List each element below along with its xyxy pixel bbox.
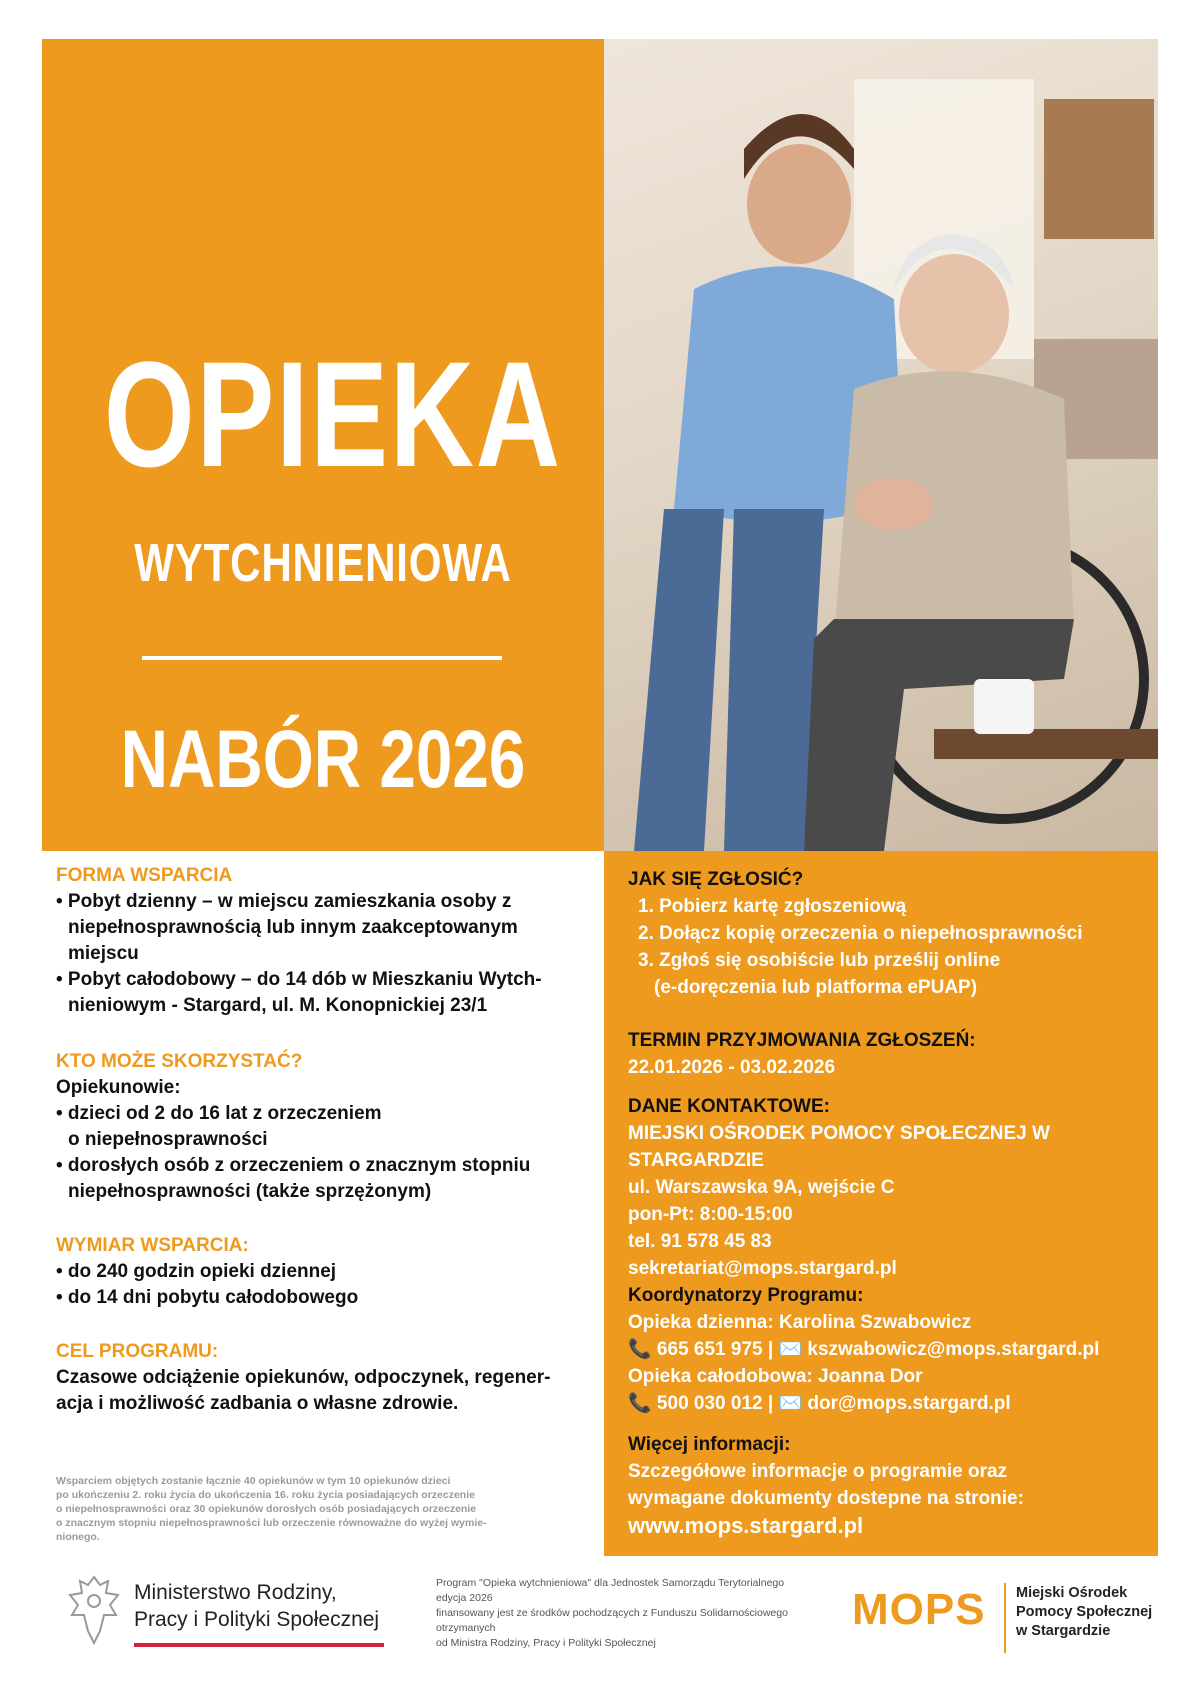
title-nabor: NABÓR 2026: [120, 714, 526, 805]
program-line-2: finansowany jest ze środków pochodzących z Funduszu Solidarnościowego otrzymanych: [436, 1607, 788, 1634]
daily-care-coordinator: Opieka dzienna: Karolina Szwabowicz: [628, 1312, 972, 1333]
cel-line-1: Czasowe odciążenie opiekunów, odpoczynek, regener-: [56, 1367, 551, 1388]
caregiver-photo: [604, 39, 1158, 851]
termin-dates: 22.01.2026 - 03.02.2026: [628, 1057, 836, 1078]
kto-bullet-1-line-2: o niepełnosprawności: [68, 1129, 268, 1150]
jak-step-2: 2. Dołącz kopię orzeczenia o niepełnosprawności: [638, 923, 1083, 944]
note-line-4: o znacznym stopniu niepełnosprawności lub orzeczenie równoważne do wyżej wymie-: [56, 1517, 487, 1529]
ministry-line-1: Ministerstwo Rodziny,: [134, 1581, 337, 1604]
note-line-1: Wsparciem objętych zostanie łącznie 40 opiekunów w tym 10 opiekunów dzieci: [56, 1475, 451, 1487]
title-divider: [142, 656, 502, 660]
right-column: [628, 866, 1143, 1539]
cel-heading: CEL PROGRAMU:: [56, 1341, 219, 1362]
mops-line-3: w Stargardzie: [1016, 1623, 1111, 1639]
fulltime-care-contact[interactable]: 📞 500 030 012 | ✉️ dor@mops.stargard.pl: [628, 1393, 1011, 1414]
mops-logo: MOPS: [852, 1585, 986, 1634]
wymiar-heading: WYMIAR WSPARCIA:: [56, 1235, 249, 1256]
program-line-1: Program "Opieka wytchnieniowa" dla Jednostek Samorządu Terytorialnego edycja 2026: [436, 1577, 785, 1604]
coordinators-heading: Koordynatorzy Programu:: [628, 1285, 864, 1306]
participants-note: [56, 1474, 556, 1544]
cel-line-2: acja i możliwość zadbania o własne zdrowie.: [56, 1393, 459, 1414]
kto-bullet-2-line-1: • dorosłych osób z orzeczeniem o znacznym stopniu: [56, 1155, 531, 1176]
note-line-2: po ukończeniu 2. roku życia do ukończenia 16. roku życia posiadających orzeczenie: [56, 1489, 475, 1501]
forma-bullet-1-line-1: • Pobyt dzienny – w miejscu zamieszkania osoby z: [56, 891, 512, 912]
program-line-3: od Ministra Rodziny, Pracy i Polityki Społecznej: [436, 1637, 656, 1649]
wymiar-bullet-2: • do 14 dni pobytu całodobowego: [56, 1287, 359, 1308]
mops-separator: [1004, 1583, 1006, 1653]
kto-heading: KTO MOŻE SKORZYSTAĆ?: [56, 1051, 303, 1072]
title-wytchnieniowa: WYTCHNIENIOWA: [134, 533, 512, 593]
forma-bullet-1-line-3: miejscu: [68, 943, 139, 964]
jak-step-3-detail: (e-doręczenia lub platforma ePUAP): [654, 977, 978, 998]
ministry-name: [134, 1579, 379, 1633]
kontakt-org: MIEJSKI OŚRODEK POMOCY SPOŁECZNEJ W STARGARDZIE: [628, 1123, 1050, 1171]
info-heading: Więcej informacji:: [628, 1434, 791, 1455]
fulltime-care-coordinator: Opieka całodobowa: Joanna Dor: [628, 1366, 923, 1387]
caregiver-illustration: [604, 39, 1158, 851]
note-line-3: o niepełnosprawności oraz 30 opiekunów dorosłych osób posiadających orzeczenie: [56, 1503, 477, 1515]
kontakt-phone[interactable]: tel. 91 578 45 83: [628, 1231, 772, 1252]
title-opieka: OPIEKA: [103, 330, 562, 498]
kto-bullet-1-line-1: • dzieci od 2 do 16 lat z orzeczeniem: [56, 1103, 382, 1124]
mops-line-2: Pomocy Społecznej: [1016, 1604, 1153, 1620]
ministry-logo-block: [64, 1571, 394, 1661]
termin-heading: TERMIN PRZYJMOWANIA ZGŁOSZEŃ:: [628, 1030, 976, 1051]
eagle-emblem-icon: [64, 1571, 124, 1651]
mops-line-1: Miejski Ośrodek: [1016, 1585, 1128, 1601]
jak-step-1: 1. Pobierz kartę zgłoszeniową: [638, 896, 907, 917]
kontakt-heading: DANE KONTAKTOWE:: [628, 1096, 830, 1117]
forma-heading: FORMA WSPARCIA: [56, 865, 233, 886]
forma-bullet-2-line-2: nieniowym - Stargard, ul. M. Konopnickiej 23/1: [68, 995, 488, 1016]
left-column: [56, 863, 581, 1417]
wymiar-bullet-1: • do 240 godzin opieki dziennej: [56, 1261, 337, 1282]
ministry-line-2: Pracy i Polityki Społecznej: [134, 1608, 380, 1631]
jak-step-3: 3. Zgłoś się osobiście lub prześlij online: [638, 950, 1001, 971]
kontakt-hours: pon-Pt: 8:00-15:00: [628, 1204, 793, 1225]
note-line-5: nionego.: [56, 1531, 100, 1543]
program-funding-note: [436, 1576, 816, 1651]
info-line-1: Szczegółowe informacje o programie oraz: [628, 1461, 1008, 1482]
kto-bullet-2-line-2: niepełnosprawności (także sprzężonym): [68, 1181, 432, 1202]
info-line-2: wymagane dokumenty dostepne na stronie:: [628, 1488, 1024, 1509]
forma-bullet-1-line-2: niepełnosprawnością lub innym zaakceptowanym: [68, 917, 518, 938]
kto-subheading: Opiekunowie:: [56, 1077, 181, 1098]
kontakt-address: ul. Warszawska 9A, wejście C: [628, 1177, 895, 1198]
daily-care-contact[interactable]: 📞 665 651 975 | ✉️ kszwabowicz@mops.stargard.pl: [628, 1339, 1100, 1360]
mops-name: [1016, 1584, 1152, 1641]
info-url[interactable]: www.mops.stargard.pl: [628, 1513, 864, 1538]
jak-heading: JAK SIĘ ZGŁOSIĆ?: [628, 869, 804, 890]
kontakt-email[interactable]: sekretariat@mops.stargard.pl: [628, 1258, 897, 1279]
hero-panel: [42, 39, 604, 851]
forma-bullet-2-line-1: • Pobyt całodobowy – do 14 dób w Mieszkaniu Wytch-: [56, 969, 542, 990]
ministry-red-bar: [134, 1643, 384, 1647]
